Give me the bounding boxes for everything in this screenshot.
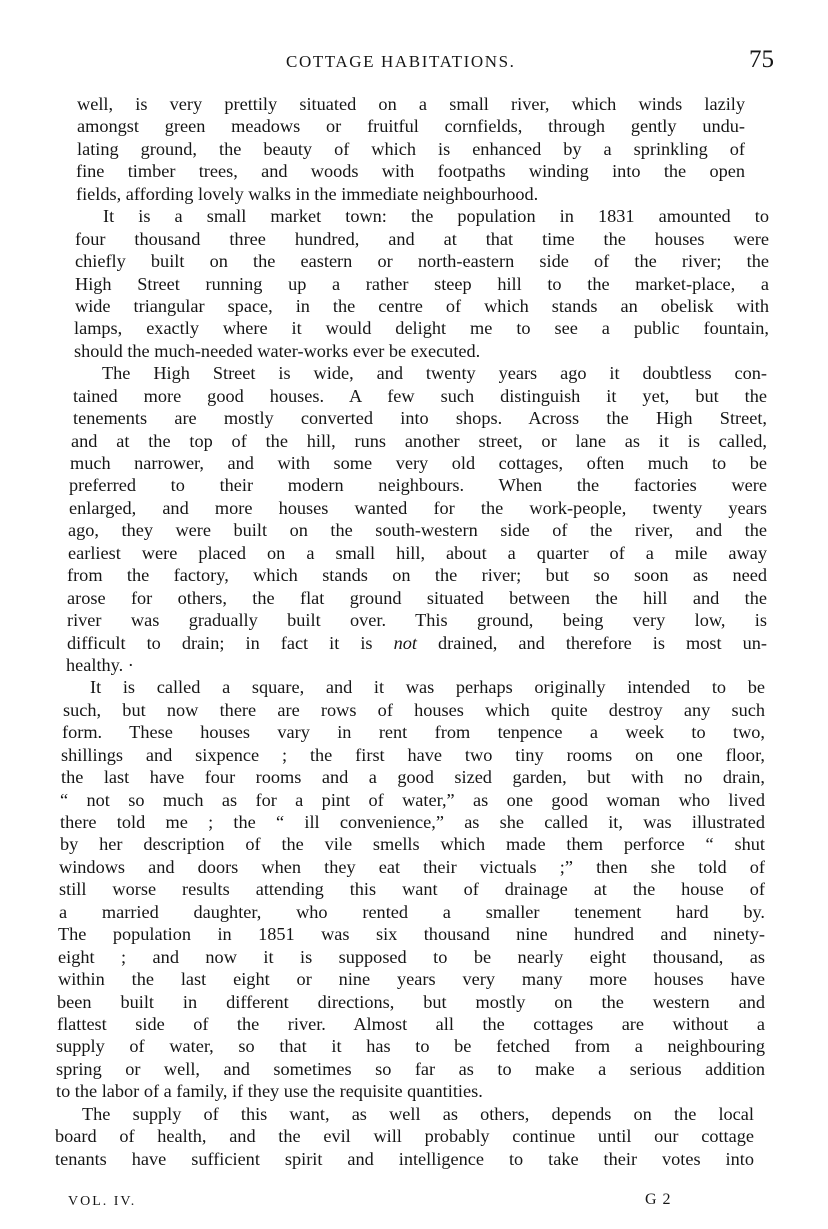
signature-mark: G 2 [645, 1191, 672, 1208]
text-line: enlarged, and more houses wanted for the work-people, twenty years [69, 497, 767, 518]
text-line: lamps, exactly where it would delight me to see a public fountain, [74, 318, 769, 339]
text-line: the last have four rooms and a good sized garden, but with no drain, [61, 767, 765, 788]
body-text [55, 93, 770, 1170]
text-line: The population in 1851 was six thousand nine hundred and ninety- [58, 924, 765, 945]
text-line: and at the top of the hill, runs another street, or lane as it is called, [71, 430, 767, 451]
running-head [60, 46, 780, 76]
text-line: preferred to their modern neighbours. When the factories were [69, 475, 767, 496]
text-line: supply of water, so that it has to be fetched from a neighbouring [56, 1036, 765, 1057]
text-line: It is called a square, and it was perhaps originally intended to be [90, 677, 765, 698]
text-line: still worse results attending this want of drainage at the house of [59, 879, 765, 900]
text-line: The supply of this want, as well as others, depends on the local [82, 1103, 754, 1124]
text-line: fine timber trees, and woods with footpaths winding into the open [76, 161, 745, 182]
text-line: such, but now there are rows of houses which quite destroy any such [63, 699, 765, 720]
text-line: tenements are mostly converted into shops. Across the High Street, [73, 408, 767, 429]
text-line: wide triangular space, in the centre of which stands an obelisk with [75, 295, 769, 316]
text-line: four thousand three hundred, and at that time the houses were [75, 228, 769, 249]
text-line: chiefly built on the eastern or north-eastern side of the river; the [75, 251, 769, 272]
text-line: river was gradually built over. This ground, being very low, is [67, 610, 767, 631]
text-line: been built in different directions, but mostly on the western and [57, 991, 765, 1012]
page-number: 75 [749, 46, 774, 73]
text-line: High Street running up a rather steep hill to the market-place, a [75, 273, 769, 294]
text-line: tained more good houses. A few such distinguish it yet, but the [73, 385, 767, 406]
text-line: eight ; and now it is supposed to be nearly eight thousand, as [58, 946, 765, 967]
text-line: should the much-needed water-works ever be executed. [74, 340, 481, 361]
text-line: earliest were placed on a small hill, about a quarter of a mile away [68, 542, 767, 563]
text-line: within the last eight or nine years very many more houses have [58, 969, 765, 990]
text-line: form. These houses vary in rent from tenpence a week to two, [62, 722, 765, 743]
text-line: It is a small market town: the population in 1831 amounted to [103, 206, 769, 227]
text-line: The High Street is wide, and twenty years ago it doubtless con- [102, 363, 767, 384]
text-line: to the labor of a family, if they use the requisite quantities. [56, 1081, 483, 1102]
text-line: ago, they were built on the south-western side of the river, and the [68, 520, 767, 541]
page-footer [68, 1191, 688, 1218]
text-line: flattest side of the river. Almost all the cottages are without a [57, 1013, 765, 1034]
text-line: tenants have sufficient spirit and intelligence to take their votes into [55, 1148, 754, 1169]
text-line: healthy. · [66, 654, 134, 675]
text-line: shillings and sixpence ; the first have two tiny rooms on one floor, [61, 744, 765, 765]
text-line: lating ground, the beauty of which is enhanced by a sprinkling of [77, 138, 745, 159]
text-line: by her description of the vile smells which made them perforce “ shut [60, 834, 765, 855]
text-line: difficult to drain; in fact it is not drained, and therefore is most un- [67, 632, 767, 653]
text-line: well, is very prettily situated on a small river, which winds lazily [77, 94, 745, 114]
text-line: board of health, and the evil will probably continue until our cottage [55, 1126, 754, 1147]
text-line: fields, affording lovely walks in the immediate neighbourhood. [76, 183, 539, 204]
text-line: a married daughter, who rented a smaller tenement hard by. [59, 901, 765, 922]
text-line: there told me ; the “ ill convenience,” as she called it, was illustrated [60, 812, 765, 832]
emphasis: not [393, 632, 417, 653]
text-line: from the factory, which stands on the river; but so soon as need [67, 565, 767, 586]
text-line: arose for others, the flat ground situated between the hill and the [67, 587, 767, 608]
text-line: much narrower, and with some very old cottages, often much to be [70, 453, 767, 473]
running-title: COTTAGE HABITATIONS. [286, 52, 516, 71]
text-line: amongst green meadows or fruitful cornfields, through gently undu- [77, 116, 745, 137]
text-line: windows and doors when they eat their victuals ;” then she told of [59, 856, 765, 877]
volume-label: VOL. IV. [68, 1194, 137, 1209]
text-line: spring or well, and sometimes so far as to make a serious addition [56, 1058, 765, 1079]
text-line: “ not so much as for a pint of water,” as one good woman who lived [60, 789, 765, 810]
